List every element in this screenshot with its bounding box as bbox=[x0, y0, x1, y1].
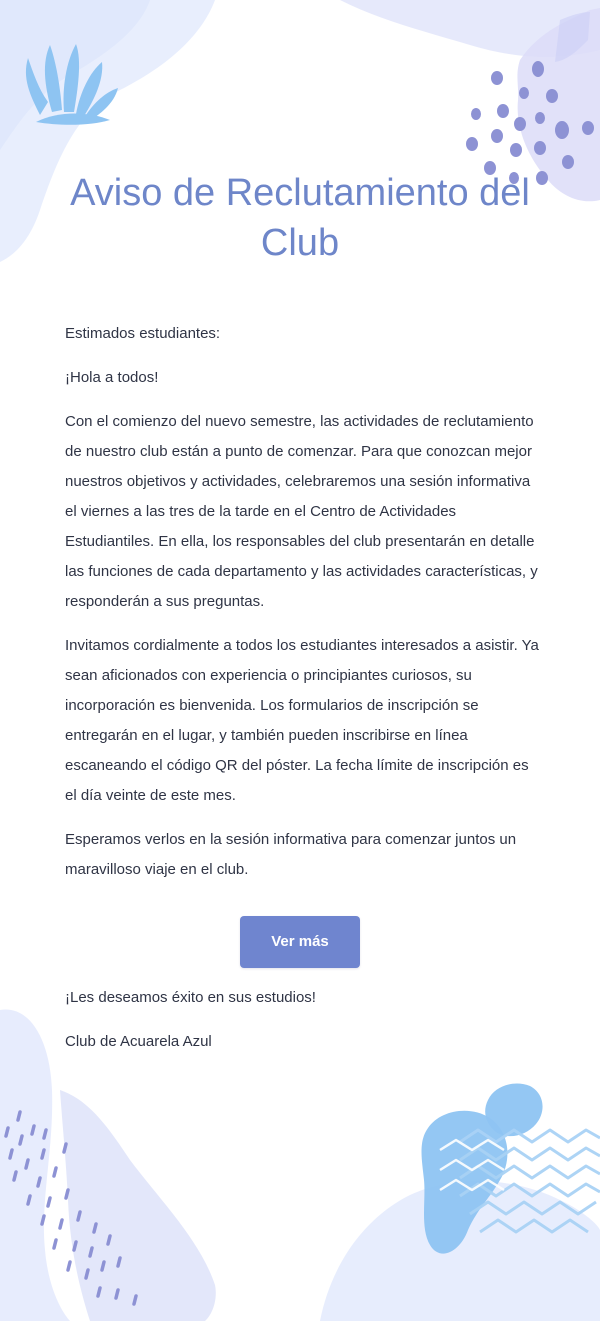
greeting: ¡Hola a todos! bbox=[65, 369, 159, 386]
paragraph-intro: Con el comienzo del nuevo semestre, las actividades de reclutamiento de nuestro club están a punto de comenzar. Para que conozcan mejor nuestros objetivos y actividades, celebraremos una sesión informativa el viernes a las tres de la tarde en el Centro de Actividades Estudiantiles. En ella, los responsables del club presentarán en detalle las funciones de cada departamento y las actividades características, y responderán a sus preguntas. bbox=[65, 413, 538, 610]
letter-body bbox=[65, 319, 540, 899]
see-more-button[interactable]: Ver más bbox=[240, 916, 360, 968]
signature: Club de Acuarela Azul bbox=[65, 1033, 212, 1050]
salutation: Estimados estudiantes: bbox=[65, 325, 221, 342]
letter-footer bbox=[65, 983, 540, 1071]
paragraph-invitation: Invitamos cordialmente a todos los estudiantes interesados a asistir. Ya sean aficionados con experiencia o principiantes curiosos, su incorporación es bienvenida. Los formularios de inscripción se entregarán en el lugar, y también pueden inscribirse en línea escaneando el código QR del póster. La fecha límite de inscripción es el día veinte de este mes. bbox=[65, 637, 539, 804]
bottom-right-blue-blob-small bbox=[485, 1084, 542, 1137]
page-title: Aviso de Reclutamiento del Club bbox=[70, 172, 530, 264]
bottom-left-brush-stroke bbox=[60, 1090, 216, 1321]
paragraph-closing: Esperamos verlos en la sesión informativa para comenzar juntos un maravilloso viaje en el club. bbox=[65, 831, 517, 878]
closing-wish: ¡Les deseamos éxito en sus estudios! bbox=[65, 989, 316, 1006]
bottom-left-watercolor-blob bbox=[0, 1010, 70, 1321]
